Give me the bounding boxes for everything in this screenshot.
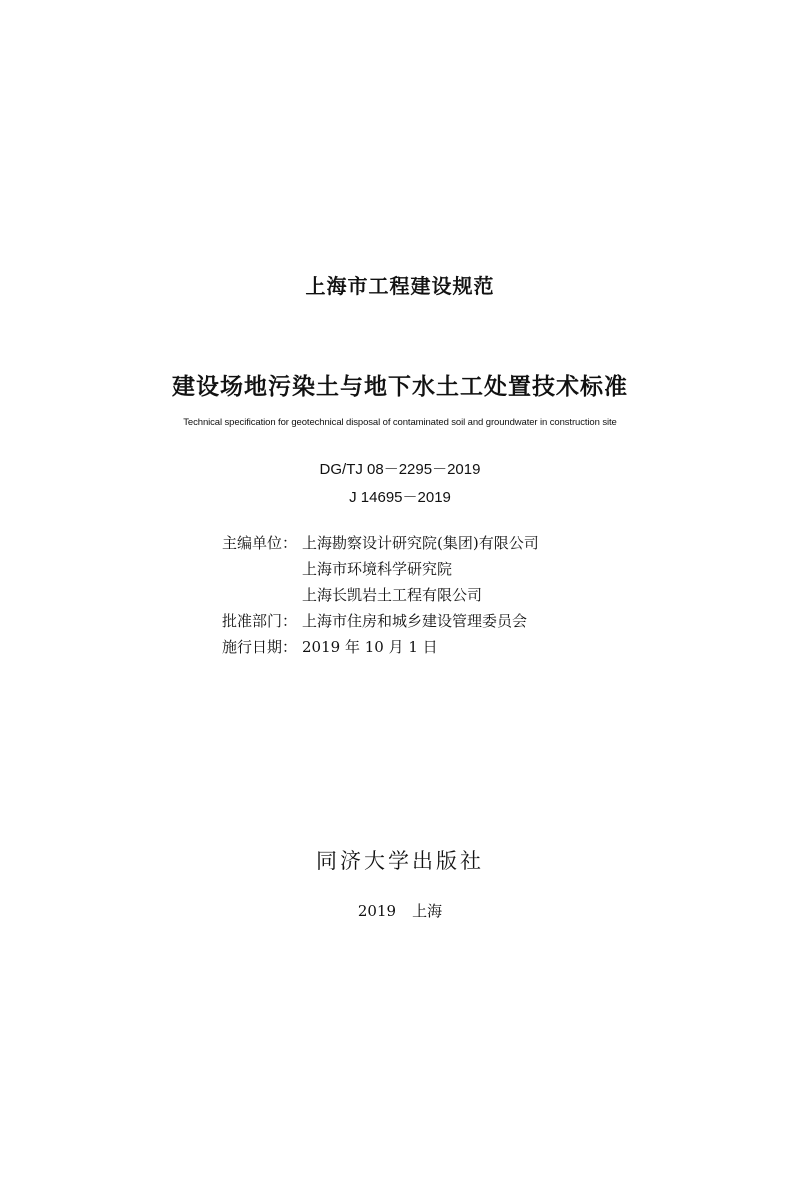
- imprint-city: 上海: [412, 902, 443, 920]
- chief-editor-row-2: [222, 556, 539, 582]
- english-title: Technical specification for geotechnical disposal of contaminated soil and groundwater in construction site: [183, 417, 617, 428]
- effective-date-row: [222, 634, 539, 660]
- series-title: 上海市工程建设规范: [305, 274, 495, 298]
- approval-row: [222, 608, 539, 634]
- approval-value: 上海市住房和城乡建设管理委员会: [302, 612, 528, 630]
- chief-editor-3: 上海长凯岩土工程有限公司: [302, 586, 483, 604]
- publication-info: [222, 530, 539, 660]
- chief-editor-label: 主编单位：: [222, 534, 298, 552]
- publisher-name: 同济大学出版社: [316, 849, 484, 873]
- chief-editor-1: 上海勘察设计研究院(集团)有限公司: [302, 534, 539, 552]
- chief-editor-row: [222, 530, 539, 556]
- effective-date-value: 2019 年 10 月 1 日: [302, 638, 438, 656]
- record-number: J 14695－2019: [349, 489, 451, 506]
- standard-number: DG/TJ 08－2295－2019: [319, 461, 481, 478]
- chief-editor-2: 上海市环境科学研究院: [302, 560, 453, 578]
- chief-editor-row-3: [222, 582, 539, 608]
- approval-label: 批准部门：: [222, 612, 298, 630]
- effective-date-label: 施行日期：: [222, 638, 298, 656]
- page-title: 建设场地污染土与地下水土工处置技术标准: [172, 374, 628, 400]
- imprint-line: [0, 900, 800, 921]
- imprint-year: 2019: [357, 902, 397, 920]
